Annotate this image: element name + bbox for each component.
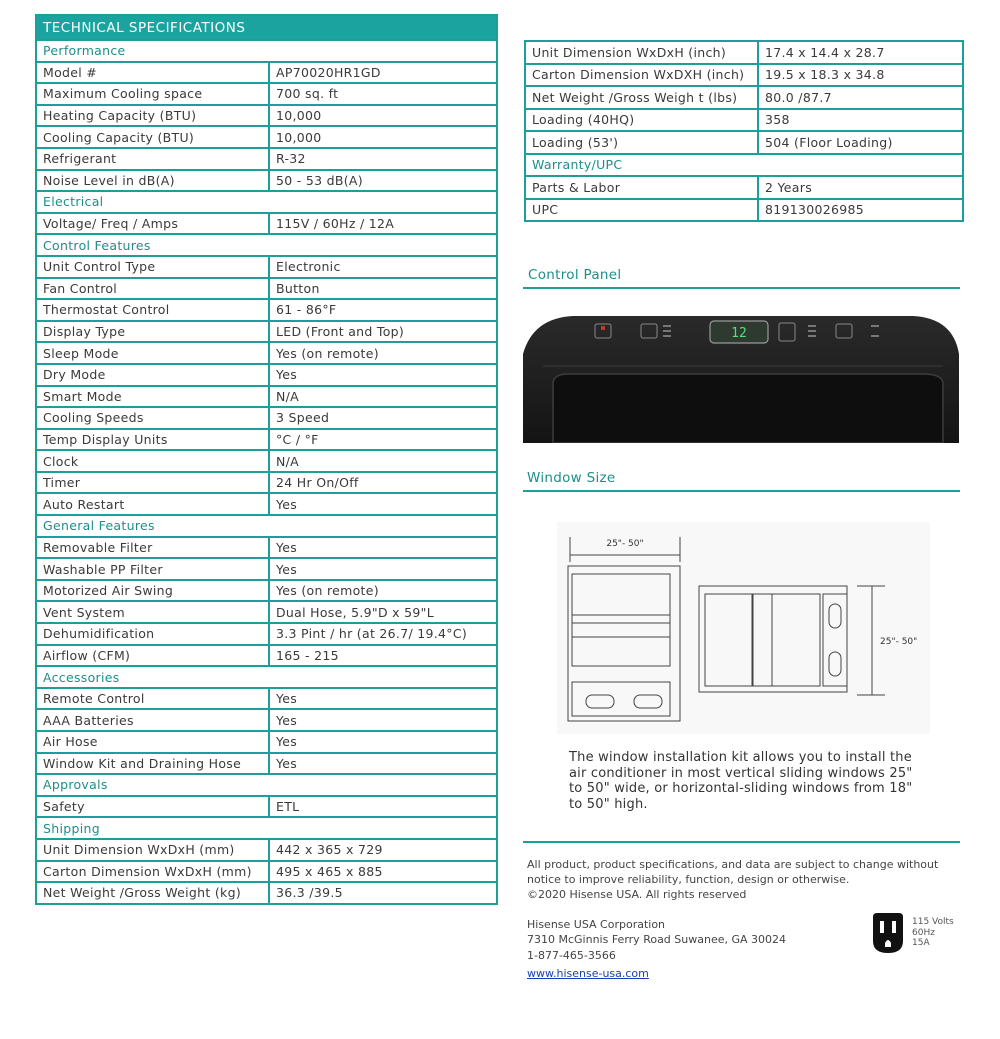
spec-value: 10,000 bbox=[269, 126, 497, 148]
spec-label: Safety bbox=[36, 796, 269, 818]
spec-row-window-kit-and-draining-hose bbox=[36, 753, 497, 775]
spec-label: Heating Capacity (BTU) bbox=[36, 105, 269, 127]
spec-label: Air Hose bbox=[36, 731, 269, 753]
spec-value: 3.3 Pint / hr (at 26.7/ 19.4°C) bbox=[269, 623, 497, 645]
spec-row-unit-control-type bbox=[36, 256, 497, 278]
spec-label: Loading (53') bbox=[525, 131, 758, 154]
company-address: 7310 McGinnis Ferry Road Suwanee, GA 30024 bbox=[527, 933, 787, 946]
footer-rule bbox=[523, 841, 960, 843]
section-title: Shipping bbox=[36, 817, 497, 839]
spec-row-model bbox=[36, 62, 497, 84]
power-rating bbox=[912, 917, 954, 949]
spec-label: Airflow (CFM) bbox=[36, 645, 269, 667]
spec-label: Window Kit and Draining Hose bbox=[36, 753, 269, 775]
spec-label: Loading (40HQ) bbox=[525, 109, 758, 132]
spec-value: ETL bbox=[269, 796, 497, 818]
spec-row-clock bbox=[36, 450, 497, 472]
control-panel-heading: Control Panel bbox=[528, 267, 622, 283]
spec-value: 442 x 365 x 729 bbox=[269, 839, 497, 861]
width-range-label: 25"- 50" bbox=[606, 539, 644, 549]
power-amps: 15A bbox=[912, 938, 930, 948]
spec-row-airflow-cfm bbox=[36, 645, 497, 667]
spec-row-cooling-speeds bbox=[36, 407, 497, 429]
section-title: Approvals bbox=[36, 774, 497, 796]
spec-label: Net Weight /Gross Weigh t (lbs) bbox=[525, 86, 758, 109]
spec-label: Refrigerant bbox=[36, 148, 269, 170]
spec-value: 24 Hr On/Off bbox=[269, 472, 497, 494]
spec-value: Yes bbox=[269, 731, 497, 753]
spec-value: N/A bbox=[269, 450, 497, 472]
spec-row-maximum-cooling-space bbox=[36, 83, 497, 105]
spec-value: 2 Years bbox=[758, 176, 963, 199]
table-header-row bbox=[36, 15, 497, 40]
spec-label: Removable Filter bbox=[36, 537, 269, 559]
spec-row-sleep-mode bbox=[36, 342, 497, 364]
spec-label: Dry Mode bbox=[36, 364, 269, 386]
website-link[interactable]: www.hisense-usa.com bbox=[527, 967, 649, 980]
spec-label: Timer bbox=[36, 472, 269, 494]
spec-label: UPC bbox=[525, 199, 758, 222]
spec-row-temp-display-units bbox=[36, 429, 497, 451]
spec-label: Unit Dimension WxDxH (mm) bbox=[36, 839, 269, 861]
spec-row-safety bbox=[36, 796, 497, 818]
spec-value: Dual Hose, 5.9"D x 59"L bbox=[269, 601, 497, 623]
spec-label: Sleep Mode bbox=[36, 342, 269, 364]
spec-label: Thermostat Control bbox=[36, 299, 269, 321]
spec-label: Clock bbox=[36, 450, 269, 472]
section-row-warranty-upc bbox=[525, 154, 963, 177]
spec-value: 700 sq. ft bbox=[269, 83, 497, 105]
spec-value: Yes (on remote) bbox=[269, 580, 497, 602]
spec-label: Dehumidification bbox=[36, 623, 269, 645]
spec-row-carton-dimension-wxdxh-mm bbox=[36, 861, 497, 883]
inch-dimensions-table bbox=[524, 40, 964, 222]
spec-value: N/A bbox=[269, 386, 497, 408]
spec-row-parts-labor bbox=[525, 176, 963, 199]
spec-row-washable-pp-filter bbox=[36, 558, 497, 580]
spec-label: Temp Display Units bbox=[36, 429, 269, 451]
spec-value: Yes bbox=[269, 709, 497, 731]
spec-row-voltage-freq-amps bbox=[36, 213, 497, 235]
spec-value: Yes bbox=[269, 493, 497, 515]
spec-row-loading-40hq bbox=[525, 109, 963, 132]
spec-row-dehumidification bbox=[36, 623, 497, 645]
section-title: Warranty/UPC bbox=[525, 154, 963, 177]
section-title: Control Features bbox=[36, 234, 497, 256]
spec-row-air-hose bbox=[36, 731, 497, 753]
window-size-diagram bbox=[557, 522, 930, 734]
spec-value: °C / °F bbox=[269, 429, 497, 451]
spec-value: 50 - 53 dB(A) bbox=[269, 170, 497, 192]
table-title: TECHNICAL SPECIFICATIONS bbox=[36, 15, 497, 40]
spec-label: Smart Mode bbox=[36, 386, 269, 408]
spec-label: Cooling Speeds bbox=[36, 407, 269, 429]
spec-label: Unit Control Type bbox=[36, 256, 269, 278]
spec-label: AAA Batteries bbox=[36, 709, 269, 731]
spec-value: Yes bbox=[269, 753, 497, 775]
spec-row-net-weight-gross-weight-kg bbox=[36, 882, 497, 904]
spec-value: AP70020HR1GD bbox=[269, 62, 497, 84]
spec-row-heating-capacity-btu bbox=[36, 105, 497, 127]
spec-row-fan-control bbox=[36, 278, 497, 300]
spec-row-aaa-batteries bbox=[36, 709, 497, 731]
spec-label: Vent System bbox=[36, 601, 269, 623]
control-panel-rule bbox=[523, 287, 960, 289]
section-row-electrical bbox=[36, 191, 497, 213]
spec-label: Auto Restart bbox=[36, 493, 269, 515]
section-row-accessories bbox=[36, 666, 497, 688]
spec-value: 17.4 x 14.4 x 28.7 bbox=[758, 41, 963, 64]
spec-value: LED (Front and Top) bbox=[269, 321, 497, 343]
spec-row-loading-53 bbox=[525, 131, 963, 154]
spec-label: Motorized Air Swing bbox=[36, 580, 269, 602]
spec-row-carton-dimension-wxdxh-inch bbox=[525, 64, 963, 87]
spec-value: 504 (Floor Loading) bbox=[758, 131, 963, 154]
spec-row-removable-filter bbox=[36, 537, 497, 559]
company-phone: 1-877-465-3566 bbox=[527, 949, 616, 962]
section-title: Performance bbox=[36, 40, 497, 62]
spec-row-timer bbox=[36, 472, 497, 494]
spec-row-auto-restart bbox=[36, 493, 497, 515]
power-frequency: 60Hz bbox=[912, 927, 935, 938]
section-row-approvals bbox=[36, 774, 497, 796]
spec-label: Parts & Labor bbox=[525, 176, 758, 199]
copyright-text: ©2020 Hisense USA. All rights reserved bbox=[527, 888, 747, 901]
disclaimer-line-1: All product, product specifications, and data are subject to change without bbox=[527, 858, 939, 871]
section-row-shipping bbox=[36, 817, 497, 839]
spec-value: 819130026985 bbox=[758, 199, 963, 222]
spec-row-dry-mode bbox=[36, 364, 497, 386]
spec-value: R-32 bbox=[269, 148, 497, 170]
spec-label: Cooling Capacity (BTU) bbox=[36, 126, 269, 148]
technical-specifications-table bbox=[35, 14, 498, 905]
spec-value: 36.3 /39.5 bbox=[269, 882, 497, 904]
control-panel-photo bbox=[523, 314, 959, 443]
spec-value: 61 - 86°F bbox=[269, 299, 497, 321]
spec-value: Electronic bbox=[269, 256, 497, 278]
spec-label: Maximum Cooling space bbox=[36, 83, 269, 105]
left-table-body bbox=[36, 15, 497, 904]
spec-label: Carton Dimension WxDxH (mm) bbox=[36, 861, 269, 883]
spec-row-display-type bbox=[36, 321, 497, 343]
section-title: General Features bbox=[36, 515, 497, 537]
power-outlet-icon bbox=[871, 911, 905, 955]
spec-label: Fan Control bbox=[36, 278, 269, 300]
section-row-performance bbox=[36, 40, 497, 62]
disclaimer-line-2: notice to improve reliability, function, design or otherwise. bbox=[527, 873, 850, 886]
window-kit-description: The window installation kit allows you to install the air conditioner in most vertical sliding windows 25" to 50" wide, or horizontal-sliding windows from 18" to 50" high. bbox=[569, 750, 913, 812]
spec-value: Yes (on remote) bbox=[269, 342, 497, 364]
spec-value: Button bbox=[269, 278, 497, 300]
right-table-body bbox=[525, 41, 963, 221]
spec-row-cooling-capacity-btu bbox=[36, 126, 497, 148]
spec-label: Net Weight /Gross Weight (kg) bbox=[36, 882, 269, 904]
spec-row-unit-dimension-wxdxh-inch bbox=[525, 41, 963, 64]
spec-label: Noise Level in dB(A) bbox=[36, 170, 269, 192]
spec-row-net-weight-gross-weigh-t-lbs bbox=[525, 86, 963, 109]
spec-value: 80.0 /87.7 bbox=[758, 86, 963, 109]
spec-value: Yes bbox=[269, 558, 497, 580]
spec-value: 165 - 215 bbox=[269, 645, 497, 667]
spec-label: Unit Dimension WxDxH (inch) bbox=[525, 41, 758, 64]
spec-row-smart-mode bbox=[36, 386, 497, 408]
power-volts: 115 Volts bbox=[912, 917, 954, 927]
spec-value: Yes bbox=[269, 364, 497, 386]
section-row-general-features bbox=[36, 515, 497, 537]
spec-label: Washable PP Filter bbox=[36, 558, 269, 580]
spec-row-thermostat-control bbox=[36, 299, 497, 321]
spec-value: 19.5 x 18.3 x 34.8 bbox=[758, 64, 963, 87]
spec-row-unit-dimension-wxdxh-mm bbox=[36, 839, 497, 861]
spec-row-remote-control bbox=[36, 688, 497, 710]
spec-row-refrigerant bbox=[36, 148, 497, 170]
spec-value: 3 Speed bbox=[269, 407, 497, 429]
spec-label: Voltage/ Freq / Amps bbox=[36, 213, 269, 235]
spec-value: Yes bbox=[269, 537, 497, 559]
height-range-label: 25"- 50" bbox=[880, 637, 918, 647]
section-title: Accessories bbox=[36, 666, 497, 688]
spec-row-vent-system bbox=[36, 601, 497, 623]
spec-label: Remote Control bbox=[36, 688, 269, 710]
spec-value: Yes bbox=[269, 688, 497, 710]
spec-row-motorized-air-swing bbox=[36, 580, 497, 602]
spec-value: 358 bbox=[758, 109, 963, 132]
spec-label: Model # bbox=[36, 62, 269, 84]
spec-row-noise-level-in-db-a bbox=[36, 170, 497, 192]
section-row-control-features bbox=[36, 234, 497, 256]
section-title: Electrical bbox=[36, 191, 497, 213]
panel-display-digits: 12 bbox=[731, 326, 747, 341]
company-name: Hisense USA Corporation bbox=[527, 918, 666, 931]
window-size-rule bbox=[523, 490, 960, 492]
spec-label: Carton Dimension WxDXH (inch) bbox=[525, 64, 758, 87]
spec-label: Display Type bbox=[36, 321, 269, 343]
spec-row-upc bbox=[525, 199, 963, 222]
window-size-heading: Window Size bbox=[527, 470, 616, 486]
spec-value: 10,000 bbox=[269, 105, 497, 127]
spec-value: 115V / 60Hz / 12A bbox=[269, 213, 497, 235]
spec-value: 495 x 465 x 885 bbox=[269, 861, 497, 883]
